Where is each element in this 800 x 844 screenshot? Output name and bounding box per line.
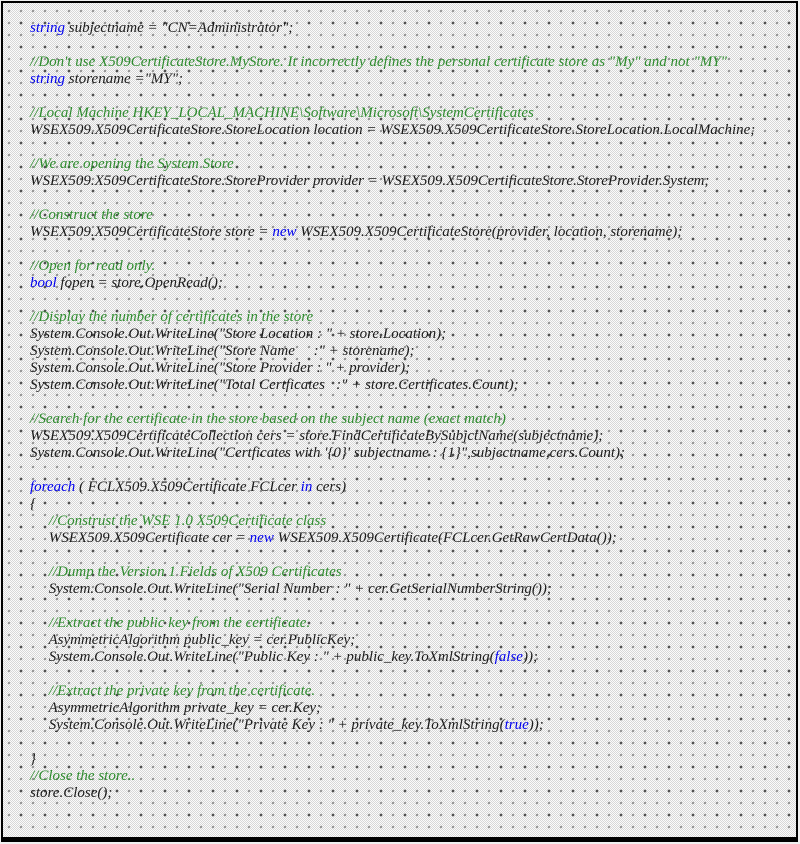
code-line: [30, 105, 792, 122]
comment-text: //Search for the certificate in the store based on the subject name (exact match): [30, 411, 506, 427]
keyword-text: false: [494, 649, 523, 665]
code-line: [30, 462, 792, 479]
code-line: [30, 377, 792, 394]
code-text: fopen = store.OpenRead();: [56, 275, 223, 291]
comment-text: //Display the number of certificates in the store: [30, 309, 314, 325]
comment-text: //We are opening the System Store: [30, 156, 234, 172]
keyword-text: string: [30, 20, 66, 36]
code-line: [30, 54, 792, 71]
code-text: WSEX509.X509Certificate(FCLcer.GetRawCertData());: [273, 530, 617, 546]
code-line: [30, 785, 792, 802]
code-line: [30, 547, 792, 564]
code-line: [30, 224, 792, 241]
code-text: WSEX509.X509CertificateStore store =: [30, 224, 273, 240]
code-text: subjectname = "CN=Administrator";: [65, 20, 294, 36]
comment-text: //Don't use X509CertificateStore.MyStore. It incorrectly defines the personal certificate store as "My" and not "MY": [30, 54, 727, 70]
code-line: [30, 700, 792, 717]
code-line: [30, 734, 792, 751]
code-line: [30, 683, 792, 700]
code-line: [30, 71, 792, 88]
comment-text: //Extract the public key from the certificate.: [30, 615, 311, 631]
comment-text: //Dump the Version 1 Fields of X509 Certificates: [30, 564, 342, 580]
code-text: WSEX509.X509CertificateStore.StoreProvider provider = WSEX509.X509CertificateStore.StoreProvider.System;: [30, 173, 710, 189]
code-line: [30, 411, 792, 428]
code-text: }: [30, 751, 36, 767]
code-text: ));: [522, 649, 538, 665]
code-line: [30, 666, 792, 683]
code-line: [30, 258, 792, 275]
code-text: cers): [312, 479, 347, 495]
code-text: {: [30, 496, 36, 512]
keyword-text: bool: [30, 275, 57, 291]
code-line: [30, 649, 792, 666]
code-line: [30, 564, 792, 581]
code-line: [30, 122, 792, 139]
code-line: [30, 717, 792, 734]
keyword-text: string: [30, 71, 66, 87]
code-text: ));: [528, 717, 544, 733]
code-text: AsymmetricAlgorithm private_key = cer.Key;: [30, 700, 322, 716]
code-line: [30, 513, 792, 530]
code-line: [30, 173, 792, 190]
keyword-text: foreach: [30, 479, 76, 495]
code-line: [30, 190, 792, 207]
comment-text: //Construct the store: [30, 207, 153, 223]
code-line: [30, 37, 792, 54]
code-line: [30, 581, 792, 598]
code-line: [30, 445, 792, 462]
code-line: [30, 275, 792, 292]
code-line: [30, 394, 792, 411]
code-line: [30, 309, 792, 326]
keyword-text: true: [504, 717, 529, 733]
code-line: [30, 615, 792, 632]
comment-text: //Construst the WSE 1.0 X509Certificate class: [30, 513, 327, 529]
code-line: [30, 768, 792, 785]
code-line: [30, 20, 792, 37]
code-line: [30, 496, 792, 513]
keyword-text: in: [300, 479, 313, 495]
code-line: [30, 530, 792, 547]
code-text: System.Console.Out.WriteLine("Store Provider : " + provider);: [30, 360, 411, 376]
code-text: System.Console.Out.WriteLine("Certficates with '{0}' subjectname : {1}",subjectname,cers.Count);: [30, 445, 626, 461]
code-text: System.Console.Out.WriteLine("Store Name :" + storename);: [30, 343, 415, 359]
code-line: [30, 326, 792, 343]
comment-text: //Close the store..: [30, 768, 136, 784]
code-line: [30, 241, 792, 258]
code-text: storename ="MY";: [65, 71, 184, 87]
code-snippet-frame: [1, 1, 798, 842]
keyword-text: new: [272, 224, 297, 240]
code-text: AsymmetricAlgorithm public_key = cer.PublicKey;: [30, 632, 356, 648]
code-line: [30, 598, 792, 615]
comment-text: //Open for read only.: [30, 258, 156, 274]
code-line: [30, 632, 792, 649]
code-listing: [30, 20, 792, 802]
code-text: System.Console.Out.WriteLine("Total Certficates :" + store.Certificates.Count);: [30, 377, 519, 393]
code-line: [30, 428, 792, 445]
code-text: System.Console.Out.WriteLine("Private Key : " + private_key.ToXmlString(: [30, 717, 505, 733]
comment-text: //Local Machine HKEY_LOCAL_MACHINE\Software\Microsoft\SystemCertificates: [30, 105, 534, 121]
code-text: ( FCLX509.X509Certificate FCLcer: [75, 479, 301, 495]
code-text: System.Console.Out.WriteLine("Store Location : " + store.Location);: [30, 326, 447, 342]
code-line: [30, 292, 792, 309]
code-text: WSEX509.X509CertificateCollection cers = store.FindCertificateBySubjctName(subjectname);: [30, 428, 604, 444]
code-text: System.Console.Out.WriteLine("Public Key : " + public_key.ToXmlString(: [30, 649, 495, 665]
keyword-text: new: [249, 530, 274, 546]
code-text: WSEX509.X509CertificateStore(provider, location, storename);: [296, 224, 683, 240]
code-line: [30, 156, 792, 173]
code-line: [30, 360, 792, 377]
code-line: [30, 479, 792, 496]
code-line: [30, 751, 792, 768]
code-line: [30, 88, 792, 105]
code-line: [30, 207, 792, 224]
code-text: WSEX509.X509Certificate cer =: [30, 530, 250, 546]
code-line: [30, 139, 792, 156]
code-line: [30, 343, 792, 360]
code-text: System.Console.Out.WriteLine("Serial Number : " + cer.GetSerialNumberString());: [30, 581, 552, 597]
code-text: store.Close();: [30, 785, 113, 801]
code-text: WSEX509.X509CertificateStore.StoreLocation location = WSEX509.X509CertificateStore.StoreLocation.LocalMachine;: [30, 122, 756, 138]
comment-text: //Extract the private key from the certificate.: [30, 683, 316, 699]
